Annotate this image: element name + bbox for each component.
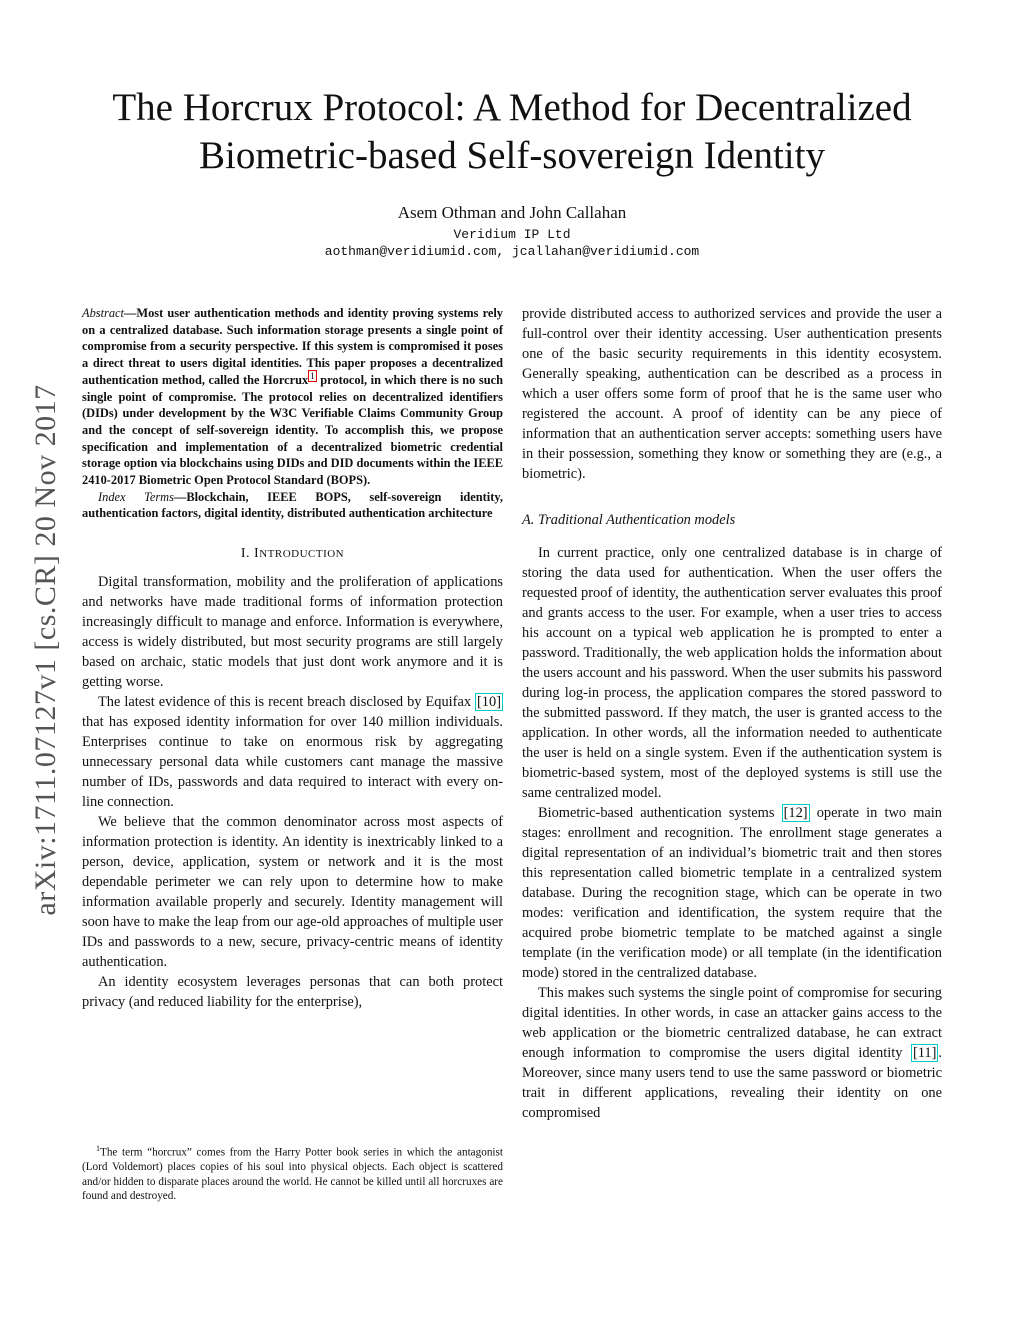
intro-paragraph-3: We believe that the common denominator across most aspects of information protection is identity. An identity is inextricably linked to a person, device, application, system or network and it is the most dependable perimeter we can rely upon to determine how to make information available properly and securely. Identity management will soon have to make the leap from our age-old approaches of multiple user IDs and passwords to a new, secure, privacy-centric means of identity authentication. [82,814,503,971]
index-terms-text: —Blockchain, IEEE BOPS, self-sovereign identity, authentication factors, digital identity, distributed authentication architecture [82,489,503,521]
intro-p2-text-a: The latest evidence of this is recent breach disclosed by Equifax [98,694,476,711]
paper-title [60,84,964,180]
intro-paragraph-1: Digital transformation, mobility and the proliferation of applications and networks have made traditional forms of information protection increasingly difficult to manage and enforce. Information is everywhere, access is widely distributed, but most security programs are still largely based on archaic, static models that just dont work anymore and it is getting worse. [82,574,503,691]
abstract [82,305,503,489]
left-column [82,305,503,1012]
footnote-number: 1 [96,1144,100,1153]
right-p2-text-b: operate in two main stages: enrollment and recognition. The enrollment stage generates a digital representation of an individual’s biometric trait and then stores this representation called biometric template in a centralized system database. During the recognition stage, which can be operate in two modes: verification and identification, the system require that the acquired probe biometric template to be matched against a single template (in the verification mode) or all template (in the identification mode) stored in the centralized database. [522,805,942,981]
title-line-1: The Horcrux Protocol: A Method for Decentralized [112,86,912,129]
abstract-label: Abstract [82,306,124,320]
citation-link-11[interactable]: [11] [912,1045,937,1061]
right-column [522,304,942,1123]
title-line-2: Biometric-based Self-sovereign Identity [199,134,825,177]
right-paragraph-2 [522,803,942,983]
citation-link-10[interactable]: [10] [477,694,501,711]
intro-p2-text-b: that has exposed identity information for over 140 million individuals. Enterprises continue to take on enormous risk by aggregating unnecessary personal data while customers cant manage the massive number of IDs, passwords and data required to interact with every on-line connection. [82,714,503,811]
section-numeral: I. [240,546,255,562]
right-paragraph-3 [522,983,942,1123]
footnote-text: The term “horcrux” comes from the Harry Potter book series in which the antagonist (Lord Voldemort) places copies of his soul into physical objects. Each object is scattered and/or hidden to disparate places around the world. He cannot be killed until all horcruxes are found and destroyed. [82,1146,503,1203]
intro-paragraph-4: An identity ecosystem leverages personas that can both protect privacy (and reduced liability for the enterprise), [82,974,503,1011]
footnote [82,1142,503,1204]
right-p3-text-b: . Moreover, since many users tend to use the same password or biometric trait in different applications, revealing their identity on one compromised [522,1045,942,1121]
affiliation: Veridium IP Ltd [453,227,571,242]
arxiv-identifier: arXiv:1711.07127v1 [cs.CR] 20 Nov 2017 [29,384,62,916]
section-rest: NTRODUCTION [259,548,345,561]
continued-paragraph: provide distributed access to authorized services and provide the user a full-control over their identity accessing. User authentication presents one of the basic security requirements in this identity ecosystem. Generally speaking, authentication can be described as a process in which a user offers some form of proof that he is the same user who registered the account. A proof of identity can be any piece of information that an authentication server accepts: something users have in their possession, something they know or something they are (e.g., a biometric). [522,306,942,482]
author-emails: aothman@veridiumid.com, jcallahan@veridiumid.com [324,244,700,259]
right-p2-text-a: Biometric-based authentication systems [538,805,782,821]
abstract-text-a: —Most user authentication methods and identity proving systems rely on a centralized database. Such information storage presents a single point of compromise from a security perspective. If this system is compromised it poses a direct threat to users digital identities. This paper proposes a decentralized authentication method, called the Horcrux [82,306,503,387]
arxiv-sidebar [26,350,66,950]
right-p3-text-a: This makes such systems the single point of compromise for securing digital identities. In other words, in case an attacker gains access to the web application or the biometric centralized database, he can extract enough information to compromise the users digital identity [522,985,942,1061]
authors: Asem Othman and John Callahan [397,203,627,222]
footnote-link[interactable]: 1 [310,370,315,381]
section-first-letter: I [254,546,260,562]
index-terms [82,489,503,522]
intro-paragraph-2 [82,692,503,812]
subsection-heading: A. Traditional Authentication models [522,512,736,528]
abstract-text-b: protocol, in which there is no such single point of compromise. The protocol relies on decentralized identifiers (DIDs) under development by the W3C Verifiable Claims Community Group and the concept of self-sovereign identity. To accomplish this, we propose specification and implementation of a decentralized biometric credential storage option via blockchains using DIDs and DID documents within the IEEE 2410-2017 Biometric Open Protocol Standard (BOPS). [82,372,504,488]
right-paragraph-1: In current practice, only one centralized database is in charge of storing the data used for authentication. When the user offers the requested proof of identity, the authentication server evaluates this proof and grants access to the user. For example, when a user tries to access his account on a typical web application he is prompted to enter a password. Traditionally, the web application holds the information about the users account and his password. When the user submits his password during log-in process, the application compares the stored password to the submitted password. If they match, the user is granted access to the application. In other words, all the information needed to authenticate the user is held on a single system. Even if the authentication system is biometric-based system, most of the deployed systems is still use the same centralized model. [522,545,942,801]
section-heading-introduction [82,546,503,562]
citation-link-12[interactable]: [12] [783,805,808,821]
index-terms-label: Index Terms [98,489,174,504]
